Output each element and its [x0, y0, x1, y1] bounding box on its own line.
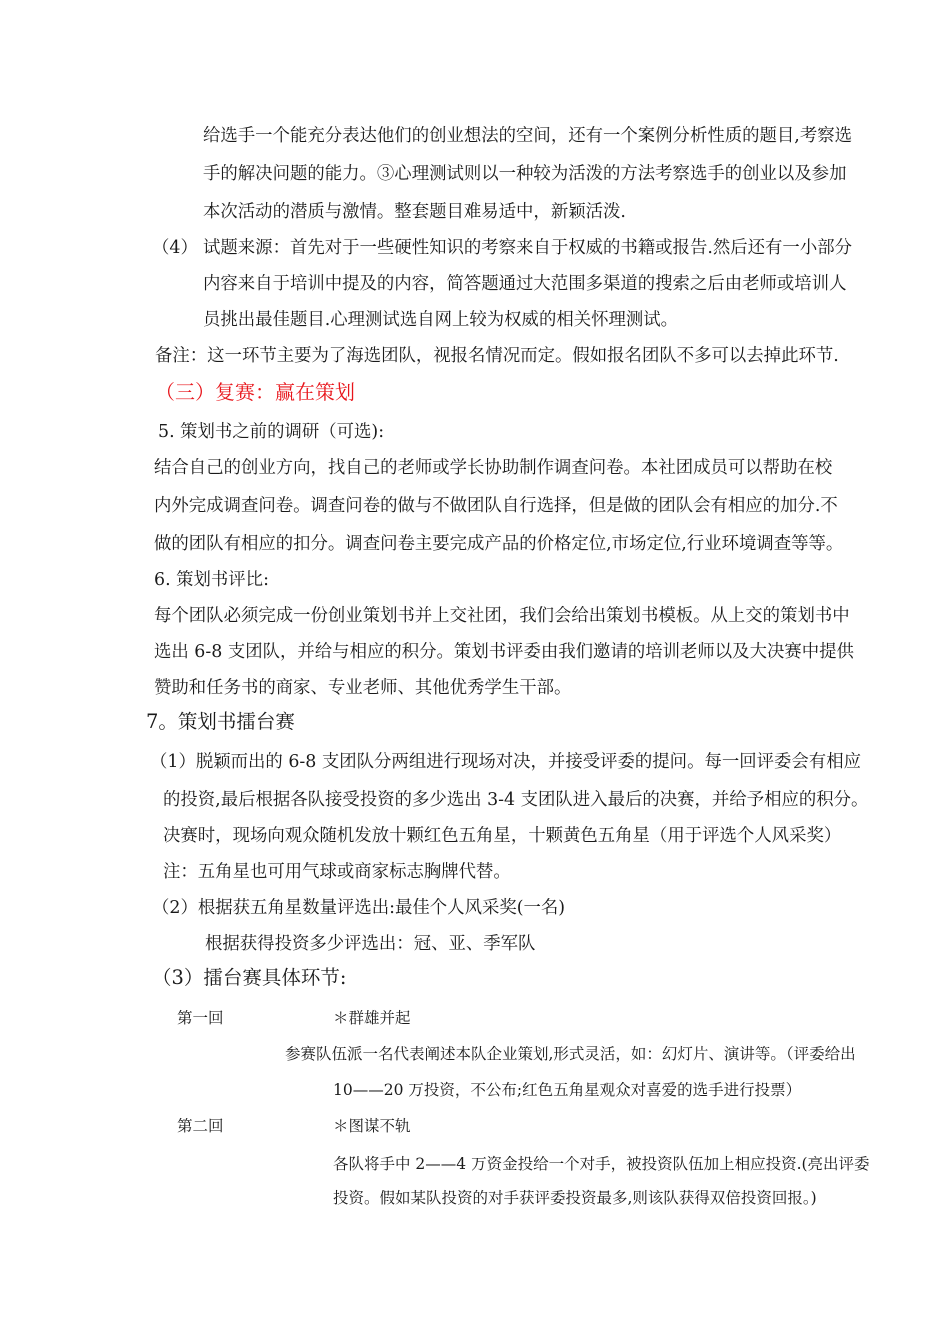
subsection-heading: 6. 策划书评比: [154, 570, 269, 590]
text-line: 每个团队必须完成一份创业策划书并上交社团，我们会给出策划书模板。从上交的策划书中 [154, 606, 850, 626]
text-line: 手的解决问题的能力。③心理测试则以一种较为活泼的方法考察选手的创业以及参加 [203, 164, 847, 184]
text-line: （1）脱颖而出的 6-8 支团队分两组进行现场对决，并接受评委的提问。每一回评委会有相应 [150, 752, 861, 772]
text-line: 各队将手中 2——4 万资金投给一个对手，被投资队伍加上相应投资.(亮出评委 [333, 1155, 870, 1173]
subsection-heading: （3）擂台赛具体环节: [152, 966, 347, 989]
list-marker: （4） [152, 238, 198, 258]
text-line: 根据获得投资多少评选出：冠、亚、季军队 [205, 934, 536, 954]
text-line: 投资。假如某队投资的对手获评委投资最多,则该队获得双倍投资回报。) [333, 1189, 817, 1207]
text-line: 给选手一个能充分表达他们的创业想法的空间，还有一个案例分析性质的题目,考察选 [203, 126, 852, 146]
text-line: 员挑出最佳题目.心理测试选自网上较为权威的相关怀理测试。 [203, 310, 679, 330]
text-line: 10——20 万投资，不公布;红色五角星观众对喜爱的选手进行投票） [333, 1081, 802, 1099]
text-line: 参赛队伍派一名代表阐述本队企业策划,形式灵活，如：幻灯片、演讲等。（评委给出 [285, 1045, 856, 1063]
text-line: 做的团队有相应的扣分。调查问卷主要完成产品的价格定位,市场定位,行业环境调查等等。 [154, 534, 844, 554]
text-line: 决赛时，现场向观众随机发放十颗红色五角星，十颗黄色五角星（用于评选个人风采奖） [163, 826, 842, 846]
note-line: 注：五角星也可用气球或商家标志胸牌代替。 [163, 862, 511, 882]
subsection-heading: 7。策划书擂台赛 [146, 710, 295, 733]
text-line: 结合自己的创业方向，找自己的老师或学长协助制作调查问卷。本社团成员可以帮助在校 [154, 458, 833, 478]
text-line: 选出 6-8 支团队，并给与相应的积分。策划书评委由我们邀请的培训老师以及大决赛中提供 [154, 642, 854, 662]
subsection-heading: 5. 策划书之前的调研（可选): [158, 422, 385, 442]
text-line: 内外完成调查问卷。调查问卷的做与不做团队自行选择，但是做的团队会有相应的加分.不 [154, 496, 838, 516]
text-line: 本次活动的潜质与激情。整套题目难易适中，新颖活泼. [203, 202, 626, 222]
text-line: 赞助和任务书的商家、专业老师、其他优秀学生干部。 [154, 678, 572, 698]
text-line: 的投资,最后根据各队接受投资的多少选出 3-4 支团队进入最后的决赛，并给予相应的积分。 [163, 790, 869, 810]
text-line: 内容来自于培训中提及的内容，简答题通过大范围多渠道的搜索之后由老师或培训人 [203, 274, 847, 294]
round-label: 第一回 [177, 1009, 224, 1027]
section-heading: （三）复赛：赢在策划 [155, 380, 355, 404]
round-label: 第二回 [177, 1117, 224, 1135]
round-title: ＊图谋不轨 [333, 1117, 411, 1135]
text-line: 试题来源：首先对于一些硬性知识的考察来自于权威的书籍或报告.然后还有一小部分 [203, 238, 852, 258]
round-title: ＊群雄并起 [333, 1009, 411, 1027]
text-line: 备注：这一环节主要为了海选团队，视报名情况而定。假如报名团队不多可以去掉此环节. [155, 346, 839, 366]
text-line: （2）根据获五角星数量评选出:最佳个人风采奖(一名) [152, 898, 566, 918]
